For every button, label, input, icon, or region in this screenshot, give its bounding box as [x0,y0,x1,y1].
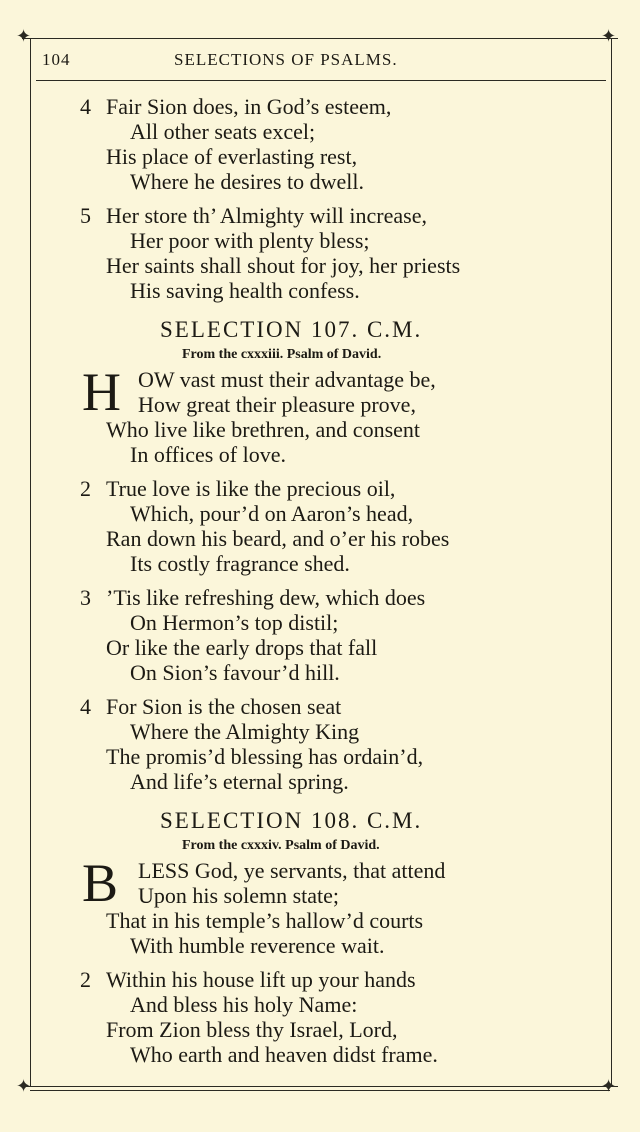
stanza-number: 3 [80,585,91,610]
corner-ornament-icon: ✦ [601,26,617,47]
drop-cap: H [82,362,121,422]
header-rule [36,80,606,81]
verse-line: And bless his holy Name: [130,992,358,1017]
verse-line: His place of everlasting rest, [106,144,358,169]
verse-line: ’Tis like refreshing dew, which does [106,585,426,610]
stanza [80,94,600,194]
stanza-number: 4 [80,694,91,719]
page-number: 104 [42,50,71,69]
stanza-number: 5 [80,203,91,228]
stanza [80,694,600,794]
verse-line: LESS God, ye servants, that attend [138,858,446,883]
verse-line: Who earth and heaven didst frame. [130,1042,438,1067]
verse-line: That in his temple’s hallow’d courts [106,908,424,933]
verse-line: With humble reverence wait. [130,933,385,958]
stanza-number: 2 [80,967,91,992]
verse-line: And life’s eternal spring. [130,769,349,794]
selection-title: SELECTION 108. C.M. [160,808,423,833]
verse-line: Her poor with plenty bless; [130,228,370,253]
selection-subtitle: From the cxxxiii. Psalm of David. [182,347,382,362]
verse-line: Her store th’ Almighty will increase, [106,203,427,228]
verse-line: Or like the early drops that fall [106,635,378,660]
verse-line: All other seats excel; [130,119,316,144]
stanza [80,967,600,1067]
verse-line: OW vast must their advantage be, [138,367,436,392]
verse-line: Within his house lift up your hands [106,967,416,992]
selection-title: SELECTION 107. C.M. [160,317,423,342]
verse-line: Fair Sion does, in God’s esteem, [106,94,392,119]
stanza [80,362,600,467]
stanza-number: 4 [80,94,91,119]
verse-line: Where he desires to dwell. [130,169,364,194]
verse-line: How great their pleasure prove, [138,392,416,417]
bottom-border-inner [30,1090,610,1091]
verse-line: On Sion’s favour’d hill. [130,660,340,685]
corner-ornament-icon: ✦ [16,1076,32,1097]
stanza [80,476,600,576]
stanza [80,203,600,303]
corner-ornament-icon: ✦ [601,1076,617,1097]
verse-line: Ran down his beard, and o’er his robes [106,526,450,551]
verse-line: Upon his solemn state; [138,883,340,908]
verse-line: True love is like the precious oil, [106,476,396,501]
bottom-border [22,1086,618,1087]
verse-line: Her saints shall shout for joy, her priests [106,253,461,278]
verse-line: Its costly fragrance shed. [130,551,350,576]
verse-line: Where the Almighty King [130,719,360,744]
verse-line: His saving health confess. [130,278,360,303]
verse-line: From Zion bless thy Israel, Lord, [106,1017,398,1042]
verse-line: On Hermon’s top distil; [130,610,339,635]
stanza [80,853,600,958]
stanza-number: 2 [80,476,91,501]
verse-line: For Sion is the chosen seat [106,694,342,719]
verse-line: In offices of love. [130,442,286,467]
stanza [80,585,600,685]
verse-line: Who live like brethren, and consent [106,417,421,442]
drop-cap: B [82,853,119,913]
selection-subtitle: From the cxxxiv. Psalm of David. [182,838,380,853]
corner-ornament-icon: ✦ [16,26,32,47]
verse-line: Which, pour’d on Aaron’s head, [130,501,414,526]
verse-line: The promis’d blessing has ordain’d, [106,744,424,769]
page-content [80,94,600,1076]
running-title: SELECTIONS OF PSALMS. [174,50,398,69]
